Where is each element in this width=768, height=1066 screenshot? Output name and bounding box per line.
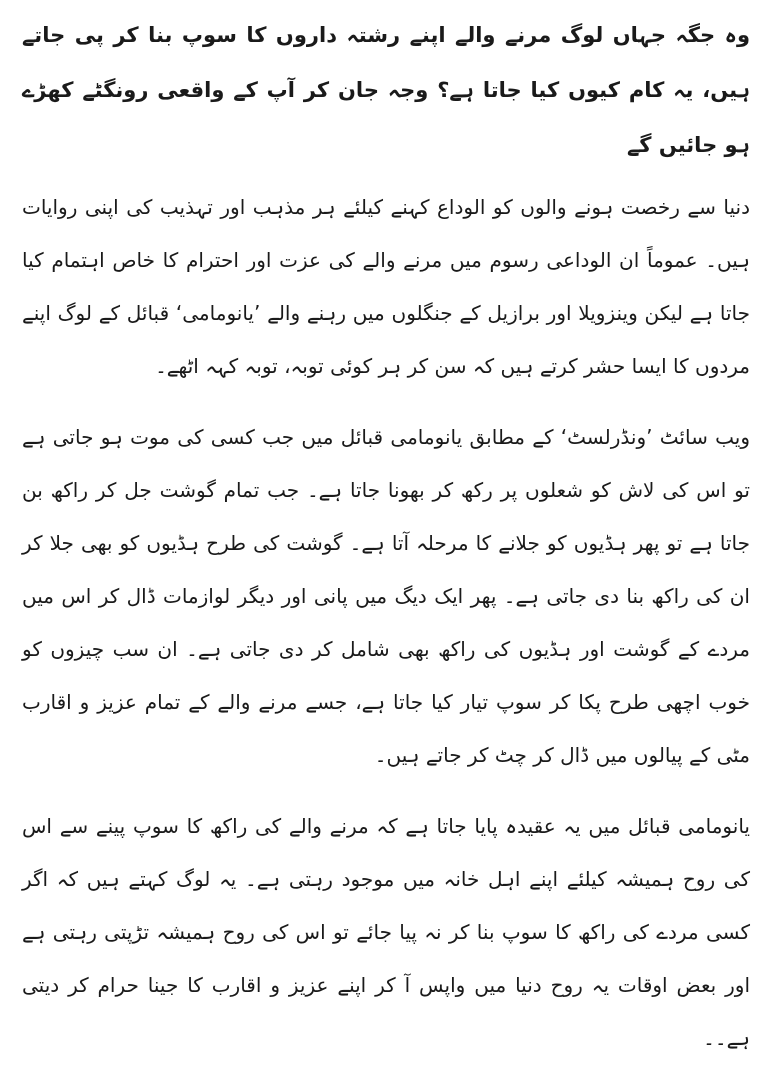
paragraph-3: یانومامی قبائل میں یہ عقیدہ پایا جاتا ہے کہ مرنے والے کی راکھ کا سوپ پینے سے اس کی روح ہمیشہ کیلئے اپنے اہل خانہ میں موجود رہتی ہے۔ یہ لوگ کہتے ہیں کہ اگر کسی مردے کی راکھ کا سوپ بنا کر نہ پیا جائے تو اس کی روح ہمیشہ تڑپتی رہتی ہے اور بعض اوقات یہ روح دنیا میں واپس آ کر اپنے عزیز و اقارب کا جینا حرام کر دیتی ہے۔۔ <box>22 814 750 1050</box>
paragraph-1: دنیا سے رخصت ہونے والوں کو الوداع کہنے کیلئے ہر مذہب اور تہذیب کی اپنی روایات ہیں۔ عموماً ان الوداعی رسوم میں مرنے والے کی عزت اور احترام کا خاص اہتمام کیا جاتا ہے لیکن وینزویلا اور برازیل کے جنگلوں میں رہنے والے ’یانومامی‘ قبائل کے لوگ اپنے مردوں کا ایسا حشر کرتے ہیں کہ سن کر ہر کوئی توبہ، توبہ کہہ اٹھے۔ <box>22 195 750 378</box>
article-headline: وہ جگہ جہاں لوگ مرنے والے اپنے رشتہ داروں کا سوپ بنا کر پی جاتے ہیں، یہ کام کیوں کیا جاتا ہے؟ وجہ جان کر آپ کے واقعی رونگٹے کھڑے ہو جائیں گے <box>22 23 750 157</box>
paragraph-2: ویب سائٹ ’ونڈرلسٹ‘ کے مطابق یانومامی قبائل میں جب کسی کی موت ہو جاتی ہے تو اس کی لاش کو شعلوں پر رکھ کر بھونا جاتا ہے۔ جب تمام گوشت جل کر راکھ بن جاتا ہے تو پھر ہڈیوں کو جلانے کا مرحلہ آتا ہے۔ گوشت کی طرح ہڈیوں کو بھی جلا کر ان کی راکھ بنا دی جاتی ہے۔ پھر ایک دیگ میں پانی اور دیگر لوازمات ڈال کر اس میں مردے کے گوشت اور ہڈیوں کی راکھ بھی شامل کر دی جاتی ہے۔ ان سب چیزوں کو خوب اچھی طرح پکا کر سوپ تیار کیا جاتا ہے، جسے مرنے والے کے تمام عزیز و اقارب مٹی کے پیالوں میں ڈال کر چٹ کر جاتے ہیں۔ <box>22 425 750 767</box>
